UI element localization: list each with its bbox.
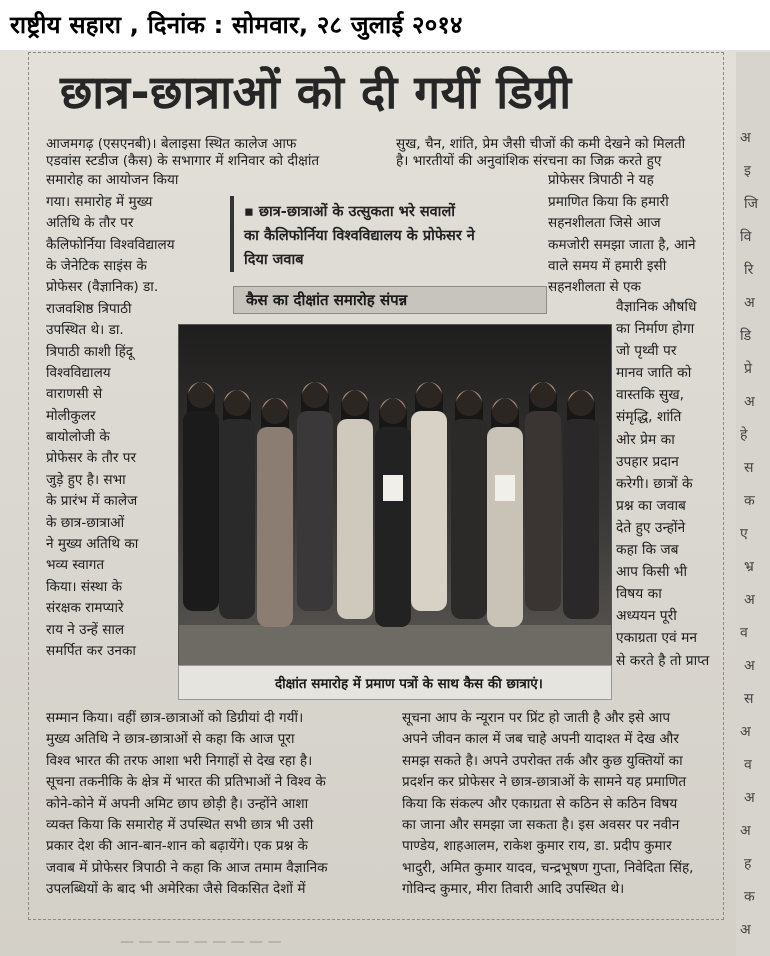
edge-text-fragment: स bbox=[744, 691, 754, 707]
person-body bbox=[257, 427, 293, 627]
subheading-line: दिया जवाब bbox=[244, 252, 304, 268]
text-line: ने मुख्य अतिथि का bbox=[46, 536, 139, 553]
text-line: सुख, चैन, शांति, प्रेम जैसी चीजों की कमी देखने को मिलती bbox=[396, 136, 686, 152]
text-line: ओर प्रेम का bbox=[616, 431, 675, 448]
person-body bbox=[451, 419, 487, 619]
text-line: अपने जीवन काल में जब चाहे अपनी यादाश्त में देख और bbox=[402, 731, 679, 748]
person-body bbox=[487, 427, 523, 627]
text-line: वाराणसी से bbox=[46, 386, 103, 403]
text-line: अतिथि के तौर पर bbox=[46, 215, 134, 232]
subheading-line: ▪ छात्र-छात्राओं के उत्सुकता भरे सवालों bbox=[244, 204, 456, 220]
adjacent-article-edge bbox=[736, 52, 770, 956]
edge-text-fragment: अ bbox=[744, 790, 755, 806]
text-line: उपहार प्रदान bbox=[616, 453, 679, 470]
text-line: संरक्षक रामप्यारे bbox=[46, 600, 124, 617]
person-body bbox=[219, 419, 255, 619]
text-line: से करते है तो प्राप्त bbox=[616, 652, 710, 669]
text-line: भादुरी, अमित कुमार यादव, चन्द्रभूषण गुप्ता, निवेदिता सिंह, bbox=[402, 859, 694, 876]
right-narrow-column-text bbox=[616, 296, 709, 672]
text-line: अध्ययन पूरी bbox=[616, 608, 677, 625]
next-article-fragment: — — — — — — — — — bbox=[120, 934, 282, 950]
edge-text-fragment: अ bbox=[744, 295, 755, 311]
text-line: के जेनेटिक साइंस के bbox=[46, 257, 147, 274]
text-line: देते हुए उन्होंने bbox=[616, 519, 686, 536]
text-line: बायोलोजी के bbox=[46, 429, 110, 446]
text-line: जुड़े हुए है। सभा bbox=[46, 471, 126, 488]
person-body bbox=[563, 419, 599, 619]
person-body bbox=[525, 411, 561, 611]
text-line: के छात्र-छात्राओं bbox=[46, 514, 125, 531]
date-banner bbox=[0, 0, 770, 50]
text-line: आप किसी भी bbox=[616, 564, 688, 581]
text-line: प्रश्न का जवाब bbox=[616, 497, 686, 514]
text-line: उपस्थित थे। डा. bbox=[46, 322, 124, 339]
text-line: वैज्ञानिक औषधि bbox=[616, 299, 697, 315]
bottom-left-column-text bbox=[46, 708, 328, 901]
text-line: है। भारतीयों की अनुवांशिक संरचना का जिक्र करते हुए bbox=[396, 153, 662, 170]
text-line: प्रमाणित किया कि हमारी bbox=[548, 193, 669, 210]
text-line: करेगी। छात्रों के bbox=[616, 475, 693, 492]
text-line: गया। समारोह में मुख्य bbox=[46, 193, 153, 210]
article-headline: छात्र-छात्राओं को दी गयीं डिग्री bbox=[60, 65, 572, 119]
text-line: मानव जाति को bbox=[616, 365, 692, 382]
text-line: व्यक्त किया कि समारोह में उपस्थित सभी छात्र भी उसी bbox=[46, 817, 314, 834]
text-line: राय ने उन्हें साल bbox=[46, 621, 125, 638]
text-line: प्रकार देश की आन-बान-शान को बढ़ायेंगे। एक प्रश्न के bbox=[46, 838, 308, 855]
edge-text-fragment: प्रे bbox=[744, 361, 752, 377]
text-line: किया। संस्था के bbox=[46, 578, 123, 595]
text-line: प्रोफेसर के तौर पर bbox=[46, 450, 136, 467]
text-line: के प्रारंभ में कालेज bbox=[46, 493, 138, 510]
subheading-bar bbox=[230, 196, 234, 272]
subheading-text bbox=[244, 200, 475, 272]
photo-caption: दीक्षांत समारोह में प्रमाण पत्रों के साथ कैस की छात्राएं। bbox=[275, 676, 543, 692]
text-line: सम्मान किया। वहीं छात्र-छात्राओं को डिग्रीयां दी गयीं। bbox=[46, 710, 304, 726]
certificate bbox=[383, 475, 403, 501]
text-line: का जाना और समझा जा सकता है। इस अवसर पर नवीन bbox=[402, 817, 680, 834]
edge-text-fragment: डि bbox=[740, 328, 752, 344]
text-line: का निर्माण होगा bbox=[616, 321, 695, 338]
subheading-line: का कैलिफोर्निया विश्वविद्यालय के प्रोफेसर ने bbox=[244, 228, 475, 244]
section-label-box bbox=[233, 286, 547, 314]
text-line: प्रोफेसर (वैज्ञानिक) डा. bbox=[46, 279, 159, 296]
text-line: समर्पित कर उनका bbox=[46, 642, 136, 659]
certificate bbox=[495, 475, 515, 501]
text-line: विश्वविद्यालय bbox=[46, 364, 111, 381]
person-body bbox=[375, 427, 411, 627]
text-line: सहनशीलता से एक bbox=[548, 279, 641, 296]
text-line: सूचना तकनीकि के क्षेत्र में भारत की प्रतिभाओं ने विश्व के bbox=[46, 774, 326, 791]
edge-text-fragment: अ bbox=[744, 592, 755, 608]
text-line: वाले समय में हमारी इसी bbox=[548, 257, 667, 274]
text-line: किया कि संकल्प और एकाग्रता से कठिन से कठिन विषय bbox=[402, 795, 678, 812]
text-line: भव्य स्वागत bbox=[46, 557, 105, 574]
text-line: जवाब में प्रोफेसर त्रिपाठी ने कहा कि आज तमाम वैज्ञानिक bbox=[46, 859, 328, 876]
text-line: संमृद्धि, शांति bbox=[616, 409, 682, 426]
person-body bbox=[337, 419, 373, 619]
group-photo-illustration bbox=[179, 325, 611, 665]
edge-text-fragment: वि bbox=[740, 229, 752, 245]
edge-text-fragment: अ bbox=[740, 823, 751, 839]
text-line: प्रदर्शन कर प्रोफेसर ने छात्र-छात्राओं के सामने यह प्रमाणित bbox=[402, 774, 687, 791]
text-line: कोने-कोने में अपनी अमिट छाप छोड़ी है। उन्होंने आशा bbox=[46, 795, 309, 812]
edge-text-fragment: भ्र bbox=[744, 559, 754, 575]
text-line: एडवांस स्टडीज (कैस) के सभागार में शनिवार को दीक्षांत bbox=[46, 153, 320, 170]
edge-text-fragment: ए bbox=[740, 526, 748, 542]
edge-text-fragment: अ bbox=[744, 394, 755, 410]
text-line: उपलब्धियों के बाद भी अमेरिका जैसे विकसित देशों में bbox=[46, 881, 306, 898]
person-body bbox=[183, 411, 219, 611]
edge-text-fragment: जि bbox=[744, 196, 759, 212]
text-line: त्रिपाठी काशी हिंदू bbox=[46, 343, 134, 360]
edge-text-fragment: अ bbox=[740, 922, 751, 938]
edge-text-fragment: स bbox=[744, 460, 754, 476]
edge-text-fragment: इ bbox=[744, 163, 751, 179]
edge-text-fragment: अ bbox=[740, 724, 751, 740]
edge-text-fragment: व bbox=[740, 625, 748, 641]
text-line: सूचना आप के न्यूरान पर प्रिंट हो जाती है और इसे आप bbox=[402, 710, 671, 726]
text-line: जो पृथ्वी पर bbox=[616, 343, 677, 360]
edge-text-fragment: व bbox=[744, 757, 752, 773]
text-line: मुख्य अतिथि ने छात्र-छात्राओं से कहा कि आज पूरा bbox=[46, 731, 295, 748]
ceremony-photo bbox=[178, 324, 612, 666]
photo-caption-box bbox=[178, 665, 612, 700]
text-line: विषय का bbox=[616, 586, 662, 603]
text-line: मोलीकुलर bbox=[46, 407, 96, 424]
text-line: समारोह का आयोजन किया bbox=[46, 172, 179, 189]
text-line: प्रोफेसर त्रिपाठी ने यह bbox=[548, 172, 654, 189]
person-body bbox=[297, 411, 333, 611]
edge-text-fragment: हे bbox=[740, 427, 748, 443]
edge-text-fragment: अ bbox=[744, 658, 755, 674]
subheading-box bbox=[230, 196, 548, 272]
section-label: कैस का दीक्षांत समारोह संपन्न bbox=[246, 291, 408, 309]
text-line: कैलिफोर्निया विश्वविद्यालय bbox=[46, 236, 175, 253]
banner-title: राष्ट्रीय सहारा , दिनांक : सोमवार, २८ जुलाई २०१४ bbox=[10, 11, 463, 39]
bottom-right-column-text bbox=[402, 708, 693, 901]
text-line: गोविन्द कुमार, मीरा तिवारी आदि उपस्थित थे। bbox=[402, 881, 625, 898]
text-line: एकाग्रता एवं मन bbox=[616, 630, 697, 647]
edge-text-fragment: क bbox=[744, 889, 755, 905]
text-line: राजवशिष्ठ त्रिपाठी bbox=[46, 300, 132, 317]
edge-text-fragment: क bbox=[744, 493, 755, 509]
edge-text-fragment: रि bbox=[744, 262, 754, 278]
text-line: आजमगढ़ (एसएनबी)। बेलाइसा स्थित कालेज आफ bbox=[46, 136, 297, 152]
edge-text-fragment: ह bbox=[744, 856, 752, 872]
text-line: समझ सकते है। अपने उपरोक्त तर्क और कुछ युक्तियों का bbox=[402, 752, 683, 769]
text-line: कमजोरी समझा जाता है, आने bbox=[548, 236, 696, 253]
person-body bbox=[411, 411, 447, 611]
text-line: पाण्डेय, शाहआलम, राकेश कुमार राय, डा. प्रदीप कुमार bbox=[402, 838, 672, 855]
text-line: वास्तकि सुख, bbox=[616, 387, 685, 404]
text-line: सहनशीलता जिसे आज bbox=[548, 215, 661, 232]
text-line: कहा कि जब bbox=[616, 542, 679, 559]
text-line: विश्व भारत की तरफ आशा भरी निगाहों से देख रहा है। bbox=[46, 752, 313, 769]
edge-text-fragment: अ bbox=[740, 130, 751, 146]
